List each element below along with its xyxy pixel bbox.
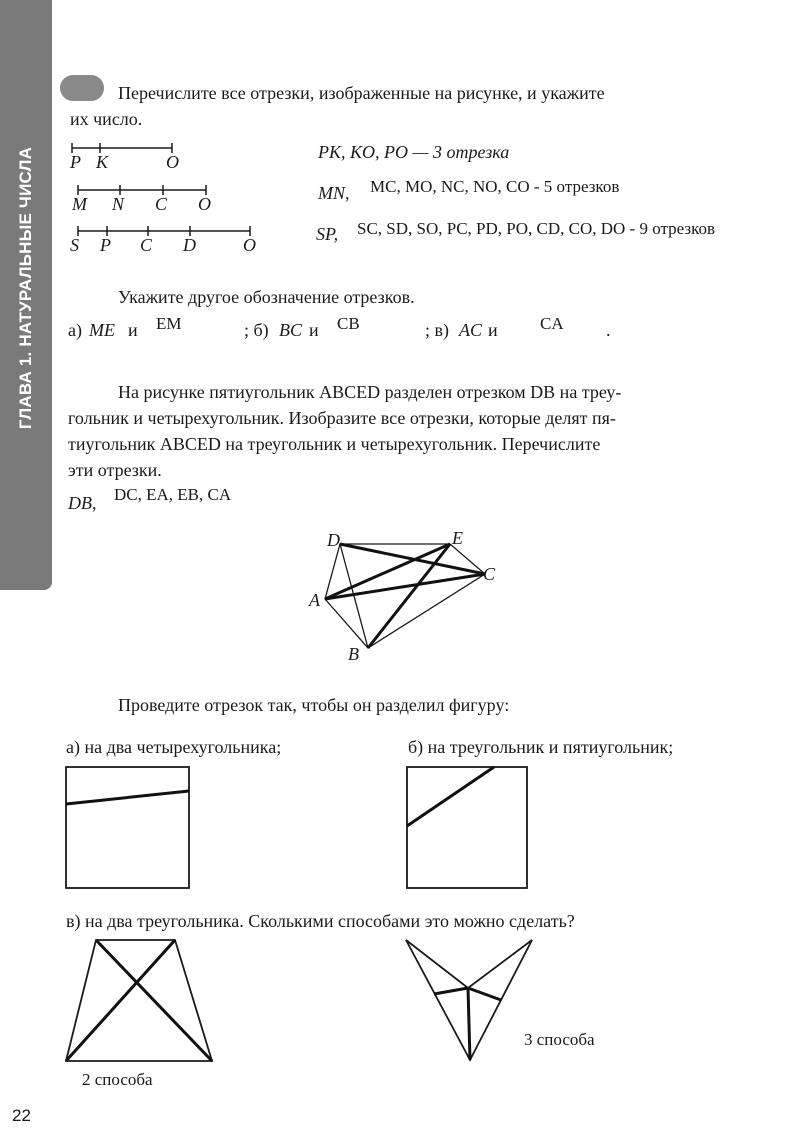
task2-a-and: и — [128, 320, 138, 340]
task1-line3-answer: SC, SD, SO, PC, PD, PO, CD, CO, DO - 9 отрезков — [357, 219, 716, 238]
exercise-number-badge — [60, 75, 104, 101]
point-label: O — [198, 194, 211, 214]
task3-answer: DC, EA, EB, CA — [114, 485, 232, 504]
point-label: O — [166, 152, 179, 172]
dividing-segment — [66, 791, 189, 804]
task1-line2-given: MN, — [318, 183, 350, 203]
point-label: O — [243, 235, 256, 255]
vertex-label-A: A — [309, 590, 320, 610]
task2-end: . — [606, 320, 611, 340]
chapter-title: ГЛАВА 1. НАТУРАЛЬНЫЕ ЧИСЛА — [16, 146, 35, 430]
task1-line2-answer: MC, MO, NC, NO, CO - 5 отрезков — [370, 177, 620, 196]
task4-question: Проведите отрезок так, чтобы он разделил фигуру: — [118, 695, 510, 715]
task1-question-line2: их число. — [70, 109, 143, 129]
point-label: M — [72, 194, 87, 214]
trapezoid-answer: 2 способа — [82, 1070, 153, 1089]
task3-given: DB, — [68, 493, 97, 513]
task2-c-and: и — [488, 320, 498, 340]
task2-a-answer: EM — [156, 314, 182, 333]
task4-a: а) на два четырехугольника; — [66, 737, 282, 757]
task3-line1: На рисунке пятиугольник ABCED разделен отрезком DB на треу- — [118, 382, 622, 402]
point-label: P — [70, 152, 81, 172]
point-label: D — [183, 235, 196, 255]
dividing-segment — [407, 767, 494, 826]
vertex-label-E: E — [452, 528, 463, 548]
task2-c-segment: AC — [459, 320, 483, 340]
vertex-label-D: D — [327, 530, 340, 550]
point-label: K — [96, 152, 109, 172]
task2-b-label: ; б) — [244, 320, 269, 340]
trapezoid-figure — [60, 936, 220, 1066]
task2-b-answer: CB — [337, 314, 360, 333]
diagonal-2 — [66, 940, 175, 1061]
diagonal-1 — [96, 940, 212, 1061]
point-label: N — [112, 194, 125, 214]
task3-line4: эти отрезки. — [68, 460, 162, 480]
page-number: 22 — [12, 1106, 31, 1125]
point-label: P — [100, 235, 111, 255]
arrowhead-figure — [400, 934, 540, 1069]
task2-b-segment: BC — [279, 320, 303, 340]
vertex-label-B: B — [348, 644, 359, 664]
point-label: C — [140, 235, 153, 255]
segment-way-2 — [468, 988, 470, 1060]
task4-b: б) на треугольник и пятиугольник; — [408, 737, 674, 757]
vertex-label-C: C — [483, 564, 496, 584]
task3-line3: тиугольник ABCED на треугольник и четырехугольник. Перечислите — [68, 434, 601, 454]
task2-question: Укажите другое обозначение отрезков. — [118, 287, 415, 307]
segment-way-3 — [468, 988, 501, 1000]
point-label: C — [155, 194, 168, 214]
arrowhead-answer: 3 способа — [524, 1030, 595, 1049]
task3-line2: гольник и четырехугольник. Изобразите все отрезки, которые делят пя- — [68, 408, 616, 428]
point-label: S — [70, 235, 79, 255]
task1-line3-given: SP, — [316, 224, 339, 244]
task2-a-label: а) — [68, 320, 82, 340]
square-b — [404, 764, 530, 890]
square-a — [62, 764, 192, 890]
segment-way-1 — [434, 988, 468, 994]
task4-c: в) на два треугольника. Сколькими способами это можно сделать? — [66, 911, 575, 931]
task2-c-label: ; в) — [425, 320, 449, 340]
task2-c-answer: CA — [540, 314, 564, 333]
task1-question-line1: Перечислите все отрезки, изображенные на рисунке, и укажите — [118, 83, 605, 103]
task1-line1-answer: PK, KO, PO — 3 отрезка — [318, 142, 510, 162]
task2-b-and: и — [309, 320, 319, 340]
task2-a-segment: ME — [89, 320, 115, 340]
